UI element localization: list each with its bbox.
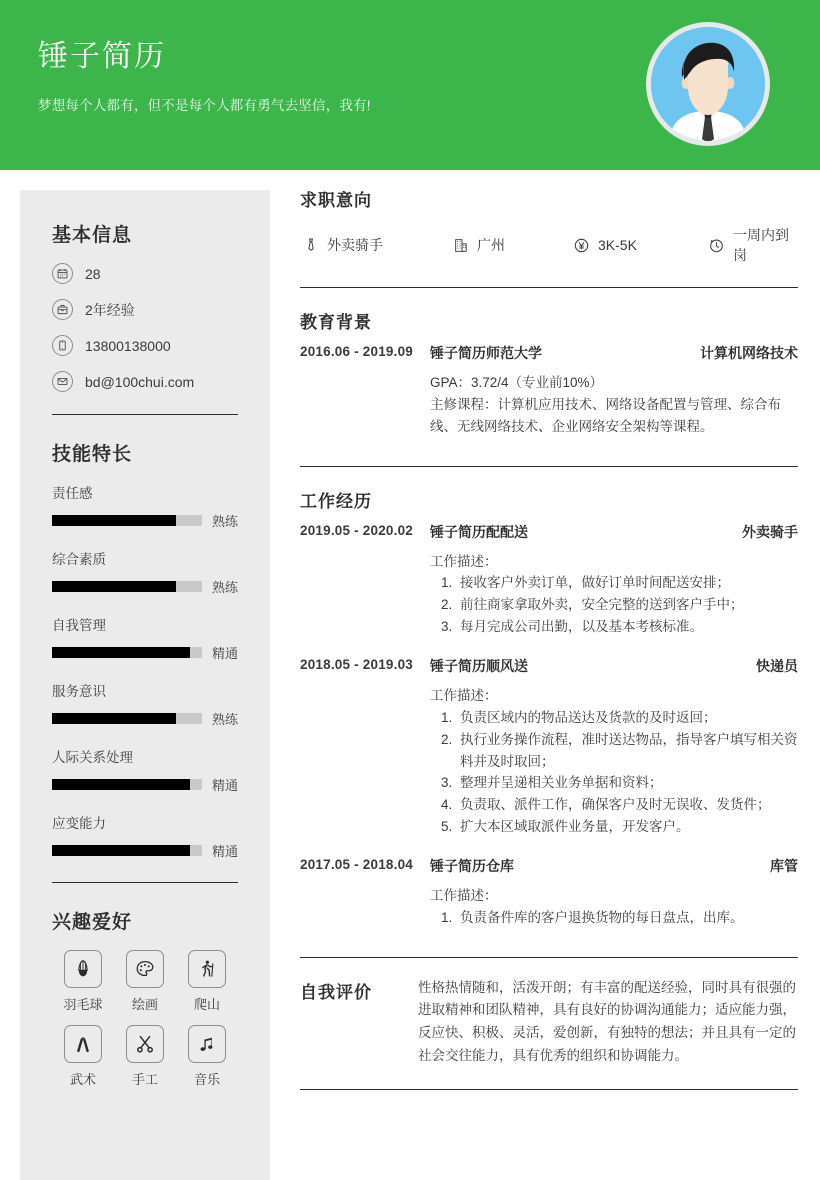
job-intent-value: 外卖骑手: [327, 237, 383, 253]
skill-list: [52, 482, 238, 860]
envelope-icon: [52, 371, 73, 392]
section-experience: [300, 485, 798, 953]
info-value-phone: 13800138000: [85, 337, 171, 354]
hobby-label: 绘画: [131, 997, 158, 1012]
section-title-experience: 工作经历: [300, 491, 372, 511]
page-title: 锤子简历: [38, 40, 166, 73]
skill-item: [52, 680, 238, 728]
skill-bar-track: [52, 845, 202, 856]
section-job-intent: [300, 184, 798, 265]
skill-name: 人际关系处理: [52, 750, 133, 765]
experience-duty-list: [430, 707, 798, 838]
section-education: [300, 306, 798, 462]
experience-company: 锤子简历配配送: [430, 523, 528, 540]
experience-role: 库管: [770, 858, 798, 875]
hiker-icon: [188, 950, 226, 988]
section-divider-3: [300, 957, 798, 958]
job-intent-value: 3K-5K: [598, 237, 637, 253]
hobby-label: 音乐: [193, 1072, 220, 1087]
hobby-item-martial-arts: [52, 1025, 114, 1088]
hobby-label: 手工: [131, 1072, 158, 1087]
section-title-basic-info: 基本信息: [52, 225, 133, 246]
palette-icon: [126, 950, 164, 988]
experience-company: 锤子简历顺风送: [430, 658, 528, 675]
sidebar-divider-2: [52, 882, 238, 883]
yen-circle-icon: [574, 238, 589, 253]
education-date: 2016.06 - 2019.09: [300, 344, 413, 359]
info-row-age: [52, 263, 238, 284]
skill-bar-fill: [52, 845, 190, 856]
skill-item: [52, 548, 238, 596]
hobby-item-music: [176, 1025, 238, 1088]
experience-date: 2019.05 - 2020.02: [300, 522, 413, 538]
experience-duty-list: [430, 907, 798, 929]
nunchaku-icon: [64, 1025, 102, 1063]
basic-info-list: [52, 263, 238, 392]
skill-name: 综合素质: [52, 552, 106, 567]
skill-level: 熟练: [211, 514, 238, 529]
sidebar: [20, 190, 270, 1180]
skill-bar-track: [52, 581, 202, 592]
mobile-phone-icon: [52, 335, 73, 356]
briefcase-icon: [52, 299, 73, 320]
experience-role: 快递员: [756, 658, 798, 675]
section-title-hobbies: 兴趣爱好: [52, 912, 133, 933]
self-evaluation-text: 性格热情随和，活泼开朗；有丰富的配送经验，同时具有很强的进取精神和团队精神，具有良好的协调沟通能力；适应能力强，反应快、积极、灵活，爱创新，有独特的想法；并且具有一定的社会交往能力，具有优秀的组织和协调能力。: [418, 979, 796, 1063]
job-intent-salary: [574, 237, 709, 253]
skill-bar-track: [52, 779, 202, 790]
duty-item: 5. 扩大本区域取派件业务量，开发客户。: [456, 816, 798, 838]
duty-item: 1. 负责区域内的物品送达及货款的及时返回；: [456, 707, 798, 729]
skill-bar-fill: [52, 779, 190, 790]
experience-company: 锤子简历仓库: [430, 858, 514, 875]
experience-entry: [300, 522, 798, 638]
education-gpa: GPA：3.72/4（专业前10%）: [430, 375, 604, 390]
job-intent-availability: [709, 225, 798, 265]
skill-bar-fill: [52, 581, 176, 592]
necktie-icon: [304, 238, 318, 253]
male-avatar-illustration: [651, 27, 765, 141]
info-value-email: bd@100chui.com: [85, 373, 195, 390]
section-title-education: 教育背景: [300, 313, 372, 332]
experience-desc-label: 工作描述：: [430, 888, 498, 904]
sidebar-divider-1: [52, 414, 238, 415]
skill-level: 熟练: [211, 712, 238, 727]
skill-bar-fill: [52, 647, 190, 658]
skill-bar-track: [52, 713, 202, 724]
section-divider-2: [300, 466, 798, 467]
calendar-icon: [52, 263, 73, 284]
education-entry: [300, 343, 798, 438]
education-school: 锤子简历师范大学: [430, 345, 542, 361]
duty-item: 3. 整理并呈递相关业务单据和资料；: [456, 772, 798, 794]
skill-bar-fill: [52, 515, 176, 526]
experience-role: 外卖骑手: [742, 523, 798, 540]
info-value-experience: 2年经验: [85, 301, 135, 318]
skill-bar-track: [52, 515, 202, 526]
info-row-email: [52, 371, 238, 392]
duty-item: 2. 执行业务操作流程，准时送达物品，指导客户填写相关资料并及时取回；: [456, 729, 798, 773]
section-divider-4: [300, 1089, 798, 1090]
skill-bar-track: [52, 647, 202, 658]
duty-item: 2. 前往商家拿取外卖，安全完整的送到客户手中；: [456, 594, 798, 616]
experience-duty-list: [430, 572, 798, 638]
hobby-label: 武术: [69, 1072, 96, 1087]
skill-item: [52, 614, 238, 662]
skill-bar-fill: [52, 713, 176, 724]
skill-level: 熟练: [211, 580, 238, 595]
building-icon: [454, 238, 468, 253]
duty-item: 4. 负责取、派件工作，确保客户及时无误收、发货件；: [456, 794, 798, 816]
section-divider-1: [300, 287, 798, 288]
hobby-item-hiking: [176, 950, 238, 1013]
skill-name: 应变能力: [52, 816, 106, 831]
resume-header: [0, 0, 820, 170]
duty-item: 3. 每月完成公司出勤，以及基本考核标准。: [456, 616, 798, 638]
skill-name: 自我管理: [52, 618, 106, 633]
section-title-skills: 技能特长: [52, 444, 133, 465]
skill-name: 责任感: [52, 486, 93, 501]
section-title-job-intent: 求职意向: [300, 191, 372, 210]
skill-item: [52, 482, 238, 530]
experience-date: 2018.05 - 2019.03: [300, 657, 413, 673]
job-intent-city: [454, 235, 574, 255]
education-courses: 主修课程：计算机应用技术、网络设备配置与管理、综合布线、无线网络技术、企业网络安全架构等课程。: [430, 396, 781, 434]
skill-level: 精通: [211, 778, 238, 793]
clock-icon: [709, 238, 724, 253]
experience-desc-label: 工作描述：: [430, 553, 498, 569]
hobby-item-badminton: [52, 950, 114, 1013]
skill-item: [52, 812, 238, 860]
skill-level: 精通: [211, 646, 238, 661]
header-slogan: 梦想每个人都有，但不是每个人都有勇气去坚信，我有!: [38, 98, 371, 113]
job-intent-value: 一周内到岗: [733, 227, 789, 263]
hobby-item-painting: [114, 950, 176, 1013]
avatar-image: [651, 27, 765, 141]
info-row-experience: [52, 299, 238, 320]
scissors-icon: [126, 1025, 164, 1063]
duty-item: 1. 负责备件库的客户退换货物的每日盘点，出库。: [456, 907, 798, 929]
section-title-self-evaluation: 自我评价: [300, 982, 372, 1002]
hobby-label: 羽毛球: [63, 997, 103, 1012]
experience-desc-label: 工作描述：: [430, 688, 498, 704]
job-intent-value: 广州: [477, 237, 505, 253]
hobby-item-handicraft: [114, 1025, 176, 1088]
avatar: [646, 22, 770, 146]
main-content: [300, 184, 798, 1108]
job-intent-list: [300, 225, 798, 265]
hobby-label: 爬山: [193, 997, 220, 1012]
experience-entry: [300, 856, 798, 929]
skill-name: 服务意识: [52, 684, 106, 699]
experience-entry: [300, 656, 798, 838]
section-self-evaluation: [300, 976, 798, 1086]
info-value-age: 28: [85, 265, 101, 282]
skill-level: 精通: [211, 844, 238, 859]
skill-item: [52, 746, 238, 794]
duty-item: 1. 接收客户外卖订单，做好订单时间配送安排；: [456, 572, 798, 594]
experience-date: 2017.05 - 2018.04: [300, 857, 413, 873]
education-major: 计算机网络技术: [700, 345, 798, 361]
job-intent-position: [300, 235, 454, 255]
shuttlecock-icon: [64, 950, 102, 988]
info-row-phone: [52, 335, 238, 356]
music-note-icon: [188, 1025, 226, 1063]
hobby-grid: [52, 950, 238, 1100]
